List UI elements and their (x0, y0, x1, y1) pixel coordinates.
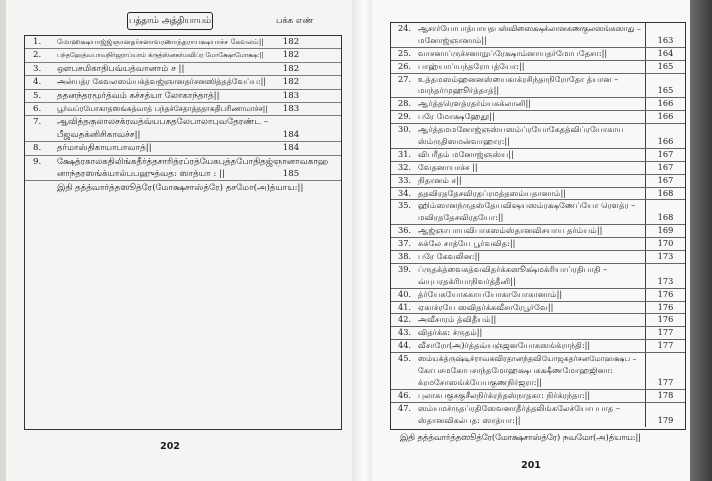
entry-page-number: 182 (282, 77, 300, 88)
entry-text-line: விதர்க்க: ச்ருதம்|| (418, 327, 483, 338)
toc-entry (391, 302, 685, 315)
toc-entry (25, 156, 341, 182)
entry-text-line: மனோஜ்ஞானாம்|| (418, 34, 487, 45)
entry-page-number: 164 (645, 48, 685, 60)
chapter-colophon: இதி தத்த்வார்த்தஸூத்ரே(மோக்ஷசாஸ்த்ரே) நவமோ(அ)த்யாய:|| (400, 432, 642, 442)
entry-page-number: 179 (645, 403, 685, 427)
entry-number: 47. (398, 402, 412, 413)
entry-number: 25. (398, 47, 412, 58)
entry-number: 46. (398, 389, 412, 400)
toc-entries (391, 23, 685, 427)
entry-number: 7. (33, 117, 42, 128)
entry-page-number: 167 (645, 149, 685, 161)
entry-page-number: 176 (645, 302, 685, 314)
entry-page-number: 169 (645, 225, 685, 237)
entry-text-line: ததவிரததேசவிரதப்ரமத்தஸம்யதானாம்|| (418, 187, 567, 198)
scan-edge (690, 0, 712, 481)
toc-entries (25, 36, 341, 181)
entry-text-line: வ்யுபரதக்ரியாநிவர்த்தீனி|| (418, 275, 516, 286)
entry-text-line: புலாகபகுசகுசீலநிர்க்ரந்தஸ்நாதகா: நிர்க்ரந்தா:|| (418, 389, 591, 400)
entry-number: 1. (33, 37, 42, 47)
entry-text (391, 124, 641, 148)
left-page (6, 0, 352, 481)
entry-number: 33. (398, 174, 412, 185)
entry-page-number: 168 (645, 188, 685, 200)
toc-entry (25, 36, 341, 49)
entry-page-number: 182 (282, 36, 300, 47)
toc-entry (391, 74, 685, 99)
toc-entry (391, 200, 685, 225)
entry-page-number: 173 (645, 251, 685, 263)
toc-entry (25, 49, 341, 62)
entry-number: 37. (398, 238, 412, 249)
entry-page-number: 184 (282, 129, 300, 140)
entry-text (391, 251, 641, 263)
entry-page-number: 167 (645, 175, 685, 187)
entry-page-number: 178 (645, 390, 685, 402)
entry-page-number: 165 (645, 61, 685, 73)
entry-page-number: 166 (645, 124, 685, 148)
entry-number: 41. (398, 301, 412, 312)
entry-number: 8. (33, 143, 42, 154)
entry-text (391, 48, 641, 60)
entry-text-line: ப்ருதக்த்வைகத்வவிதர்க்கஸூக்ஷ்மக்ரியாப்ரதிபாதி – (418, 263, 608, 274)
toc-entry (391, 162, 685, 175)
toc-entry (391, 149, 685, 162)
toc-entry (391, 238, 685, 251)
entry-page-number: 183 (282, 90, 300, 101)
entry-text-line: ஸம்யமச்ருதப்ரதிஸேவனாதீர்த்தலிங்கலேச்யோபபாத – (418, 402, 620, 413)
entry-text-line: ஸ்ம்ருதிஸமன்வாஹார:|| (418, 136, 510, 147)
entry-text-line: மாந்தர்முஹூர்த்தாத்|| (418, 85, 500, 96)
toc-entry (391, 98, 685, 111)
entry-text-line: க்ஷேத்ரகாலகதிலிங்கதீர்த்தசாரித்ரப்ரத்யேகபுத்தபோதிதஜ்ஞானாவகாஹ (57, 156, 329, 167)
toc-entry (391, 327, 685, 340)
entry-text (391, 314, 641, 326)
entry-page-number: 177 (645, 353, 685, 389)
toc-entry (25, 142, 341, 155)
entry-text (391, 175, 641, 187)
entry-page-number: 173 (645, 264, 685, 288)
entry-text-line: பூர்வப்ரயோகாதஸங்கத்வாத் பந்தச்சேதாத்ததாகதிபரிணாமாச்ச|| (57, 103, 268, 113)
toc-entry (25, 90, 341, 103)
entry-text-line: க்ரமசோஸங்க்யேயகுணநிர்ஜரா:|| (418, 376, 543, 387)
entry-page-number: 182 (282, 63, 300, 74)
entry-text (391, 23, 641, 47)
entry-text-line: ஔபசமிகாதிபவ்யத்வானாம் ச || (57, 63, 185, 74)
entry-number: 4. (33, 77, 42, 88)
entry-text-line: சுக்லே சாத்யே பூர்வவித:|| (418, 238, 516, 249)
entry-text-line: அன்யத்ர கேவலஸம்யக்த்வஜ்ஞானதர்சனஸித்தத்வேப்ய:|| (57, 77, 267, 87)
toc-entry (391, 111, 685, 124)
entry-text (391, 61, 641, 73)
entry-number: 2. (33, 50, 42, 61)
toc-entry (391, 340, 685, 353)
page-column-header: பக்க எண் (276, 16, 314, 26)
entry-text-line: ஆசார்யோபாத்யாயதபஸ்விஸைக்ஷக்லானகணகுலஸங்கஸாது – (418, 24, 641, 33)
toc-entry (391, 124, 685, 149)
entry-text (391, 188, 641, 200)
entry-number: 32. (398, 161, 412, 172)
entry-text-line: அவீசாரம் த்விதீயம்|| (418, 314, 497, 325)
entry-page-number: 167 (645, 162, 685, 174)
entry-page-number: 177 (645, 327, 685, 339)
entry-number: 5. (33, 90, 42, 101)
entry-text-line: உத்தமஸம்ஹனனஸ்யைகாக்ரசிந்தாநிரோதோ த்யான – (418, 73, 619, 84)
chapter-colophon: இதி தத்த்வார்த்தஸூத்ரே(மோக்ஷசாஸ்த்ரே) தசமோ(அ)த்யாய:|| (57, 183, 304, 194)
entry-page-number: 170 (645, 238, 685, 250)
entry-text-line: ததனந்தரமூர்த்வம் கச்சத்யா லோகாந்தாத்|| (57, 90, 220, 101)
entry-text-line: பீஜவதக்னிசிகாவச்ச|| (57, 129, 141, 140)
entry-text-line: ஆஜ்ஞாபாயவிபாகஸம்ஸ்தானவிசயாய தர்ம்யம்|| (418, 225, 603, 236)
entry-text-line: ஆர்த்தமமனோஜ்ஞஸ்யஸம்ப்ரயோகேதத்விப்ரயோகாய (418, 124, 624, 135)
entry-text (391, 302, 641, 314)
entry-text-line: பாஹ்யாப்யந்தரோபத்யோ:|| (418, 60, 525, 71)
entry-text (391, 238, 641, 250)
entry-text-line: நிதானம் ச|| (418, 174, 462, 185)
entry-page-number: 176 (645, 289, 685, 301)
entry-text-line: தர்மாஸ்திகாயாபாவாத்|| (57, 143, 152, 154)
entry-number: 36. (398, 225, 412, 236)
entry-number: 40. (398, 288, 412, 299)
entry-text (391, 340, 641, 352)
page-number-footer: 202 (160, 441, 180, 452)
toc-entry (391, 403, 685, 427)
entry-page-number: 183 (282, 103, 300, 114)
entry-number: 39. (398, 263, 412, 274)
entry-text-line: ஏகாச்ரயே ஸவிதர்க்கவீசாரேபூர்வே|| (418, 301, 554, 312)
entry-number: 26. (398, 60, 412, 71)
entry-text (391, 225, 641, 237)
toc-entry (391, 314, 685, 327)
toc-entry (25, 103, 341, 116)
entry-page-number: 166 (645, 98, 685, 110)
toc-entry (391, 289, 685, 302)
entry-page-number: 168 (645, 200, 685, 224)
entry-page-number: 166 (645, 111, 685, 123)
entry-text-line: வாசனாப்ருச்சனாநுப்ரேக்ஷாம்னாயதர்மோபதேசா:|| (418, 47, 608, 58)
entry-number: 9. (33, 156, 42, 167)
entry-text-line: ஆவித்தகுலாலசக்ரவத்வ்யபகதலேபாலாபுவதேரண்ட – (57, 117, 269, 128)
entry-page-number: 176 (645, 314, 685, 326)
entry-text (391, 327, 641, 339)
entry-number: 31. (398, 148, 412, 159)
entry-page-number: 184 (282, 143, 300, 154)
toc-entry (25, 76, 341, 89)
entry-number: 30. (398, 124, 412, 135)
entry-text-line: வீசாரோ(அ)ர்த்தவ்யஞ்ஜனயோகஸங்க்ராந்தி:|| (418, 340, 591, 351)
entry-text-line: பரே கேவலின:|| (418, 251, 481, 262)
toc-entry (391, 61, 685, 74)
entry-number: 29. (398, 111, 412, 122)
entry-text-line: மோஹக்ஷயாஜ்ஜ்ஞானதர்சனாவரணாந்தராயக்ஷயாச்ச கேவலம்|| (57, 37, 264, 46)
entry-number: 6. (33, 103, 42, 114)
entry-text (391, 200, 641, 224)
entry-text (391, 264, 641, 288)
entry-text-line: கோபசமகோபசாந்தமோஹக்ஷபகக்ஷீணமோஹஜினா: (418, 365, 613, 376)
entry-page-number: 165 (645, 74, 685, 98)
entry-number: 34. (398, 187, 412, 198)
entry-page-number: 177 (645, 340, 685, 352)
entry-text-line: பரே மோக்ஷஹேதூ|| (418, 111, 495, 122)
entry-text-line: னாந்தரஸங்க்யால்பபஹுத்வத: ஸாத்யா : || (57, 168, 225, 179)
entry-page-number: 182 (282, 50, 300, 61)
entry-text-line: மவிரததேசவிரதயோ:|| (418, 212, 504, 223)
entry-text (391, 353, 641, 389)
toc-entry (25, 116, 341, 142)
entry-text-line: ஹிம்ஸானந்ருதஸ்தேயவிஷயஸம்ரக்ஷணேப்யோ ரௌத்ர – (418, 200, 636, 211)
entry-text (391, 149, 641, 161)
entry-number: 45. (398, 353, 412, 364)
entry-text-line: ஸ்தானவிகல்பத: ஸாத்யா:|| (418, 414, 521, 425)
entry-number: 3. (33, 63, 42, 74)
toc-entry (391, 390, 685, 403)
toc-entry (391, 48, 685, 61)
toc-entry (391, 23, 685, 48)
entry-text (391, 403, 641, 427)
entry-text-line: ஆர்த்தரௌத்ரதர்ம்யசுக்லானி|| (418, 98, 532, 109)
entry-text (391, 74, 641, 98)
entry-text (391, 390, 641, 402)
entry-number: 42. (398, 314, 412, 325)
toc-entry (25, 63, 341, 76)
entry-number: 43. (398, 327, 412, 338)
entry-text-line: பந்தஹேத்வபாவநிர்ஜராப்யாம் க்ருத்ஸ்னகர்மவிப்ர மோக்ஷோமோக்ஷ:|| (57, 51, 264, 60)
entry-text-line: த்ர்யேகயோககாயயோகாயோகானாம்|| (418, 288, 563, 299)
right-page (372, 0, 690, 481)
entry-page-number: 163 (645, 23, 685, 47)
entry-number: 44. (398, 340, 412, 351)
toc-entry (391, 225, 685, 238)
toc-entry (391, 188, 685, 201)
entry-page-number: 185 (282, 168, 300, 179)
toc-entry (391, 353, 685, 390)
book-gutter (352, 0, 372, 481)
toc-entry (391, 264, 685, 289)
toc-entry (391, 175, 685, 188)
page-number-footer: 201 (521, 460, 541, 471)
entry-text-line: ஸம்யக்த்ருஷ்டிச்ராவகவிரதானந்தவியோஜகதர்சனமோஹக்ஷப – (418, 354, 637, 364)
chapter-title-box: பத்தாம் அத்தியாயம் (127, 12, 213, 30)
entry-text (391, 289, 641, 301)
entry-text (391, 98, 641, 110)
entry-number: 27. (398, 73, 412, 84)
toc-table (390, 22, 686, 430)
entry-text-line: வேதனாயாச்ச || (418, 161, 478, 172)
entry-text-line: விபரீதம் மனோஜ்ஞஸ்ய|| (418, 148, 514, 159)
entry-number: 38. (398, 251, 412, 262)
entry-text (391, 162, 641, 174)
entry-number: 35. (398, 200, 412, 211)
entry-number: 24. (398, 23, 412, 33)
entry-text (391, 111, 641, 123)
toc-table (24, 35, 342, 430)
entry-number: 28. (398, 98, 412, 109)
toc-entry (391, 251, 685, 264)
